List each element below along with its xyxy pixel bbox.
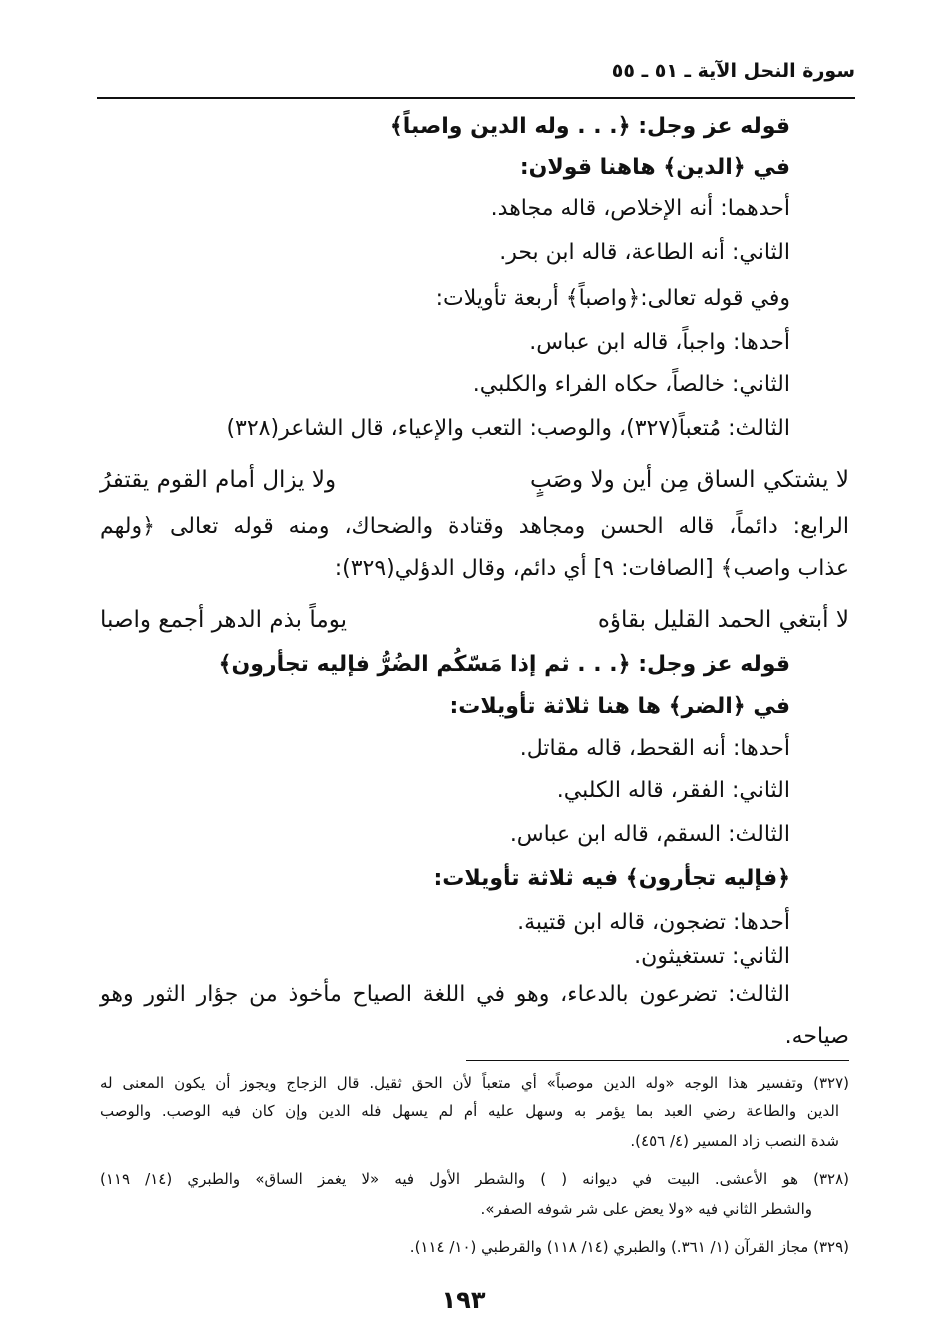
verse-hemistich: ولا يزال أمام القوم يقتفرُ — [100, 467, 337, 493]
verse-hemistich: لا أبتغي الحمد القليل بقاؤه — [597, 607, 849, 633]
text-line: عذاب واصب﴾ [الصافات: ٩] أي دائم، وقال الدؤلي(٣٢٩): — [334, 556, 849, 581]
text-line: الثاني: خالصاً، حكاه الفراء والكلبي. — [472, 372, 790, 397]
page-number: ١٩٣ — [441, 1286, 486, 1314]
text-line: في ﴿الضر﴾ ها هنا ثلاثة تأويلات: — [449, 694, 790, 719]
verse-hemistich: لا يشتكي الساق مِن أين ولا وصَبٍ — [529, 467, 849, 493]
text-line: وفي قوله تعالى:﴿واصباً﴾ أربعة تأويلات: — [435, 286, 790, 311]
text-line: الثاني: أنه الطاعة، قاله ابن بحر. — [499, 240, 790, 265]
header-rule — [97, 97, 855, 99]
text-line: الثاني: الفقر، قاله الكلبي. — [556, 778, 790, 803]
footnote-rule — [466, 1060, 849, 1061]
text-line: قوله عز وجل: ﴿. . . ثم إذا مَسّكُم الضُرُّ فإليه تجأرون﴾ — [218, 652, 790, 677]
text-line: أحدهما: أنه الإخلاص، قاله مجاهد. — [490, 196, 790, 221]
footnote-line: شدة النصب زاد المسير (٤/ ٤٥٦). — [630, 1132, 839, 1150]
footnote-line: (٣٢٧) وتفسير هذا الوجه «وله الدين موصباً» أي متعباً لأن الحق ثقيل. قال الزجاج ويجوز أن يكون المعنى له — [100, 1074, 849, 1092]
text-line: أحدها: أنه القحط، قاله مقاتل. — [519, 736, 790, 761]
footnote-line: (٣٢٨) هو الأعشى. البيت في ديوانه ( ) والشطر الأول فيه «لا يغمز الساق» والطبري (١٤/ ١١٩) — [100, 1170, 849, 1188]
text-line: أحدها: تضجون، قاله ابن قتيبة. — [517, 910, 790, 935]
text-line: قوله عز وجل: ﴿. . . وله الدين واصباً﴾ — [389, 114, 790, 139]
text-line: ﴿فإليه تجأرون﴾ فيه ثلاثة تأويلات: — [433, 866, 790, 891]
footnote-line: والشطر الثاني فيه «ولا يعض على شر شوفه الصفر». — [480, 1200, 812, 1218]
footnote-line: (٣٢٩) مجاز القرآن (١/ ٣٦١.) والطبري (١٤/ ١١٨) والقرطبي (١٠/ ١١٤). — [409, 1238, 849, 1256]
text-line: الرابع: دائماً، قاله الحسن ومجاهد وقتادة والضحاك، ومنه قوله تعالى ﴿ولهم — [100, 514, 849, 539]
text-line: الثالث: السقم، قاله ابن عباس. — [509, 822, 790, 847]
verse-hemistich: يوماً بذم الدهر أجمع واصبا — [100, 607, 347, 633]
text-line: أحدها: واجباً، قاله ابن عباس. — [529, 330, 790, 355]
footnote-line: الدين والطاعة رضي العبد بما يؤمر به وسهل عليه أم لم يسهل فله الدين وإن كان فيه الوصب. والوصب — [100, 1102, 839, 1120]
text-line: الثالث: مُتعباً(٣٢٧)، والوصب: التعب والإعياء، قال الشاعر(٣٢٨) — [226, 416, 790, 441]
running-header: سورة النحل الآية ـ ٥١ ـ ٥٥ — [611, 60, 855, 82]
text-line: في ﴿الدين﴾ هاهنا قولان: — [519, 155, 790, 180]
text-line: صياحه. — [784, 1024, 849, 1049]
text-line: الثالث: تضرعون بالدعاء، وهو في اللغة الصياح مأخوذ من جؤار الثور وهو — [100, 982, 790, 1007]
text-line: الثاني: تستغيثون. — [634, 944, 790, 969]
